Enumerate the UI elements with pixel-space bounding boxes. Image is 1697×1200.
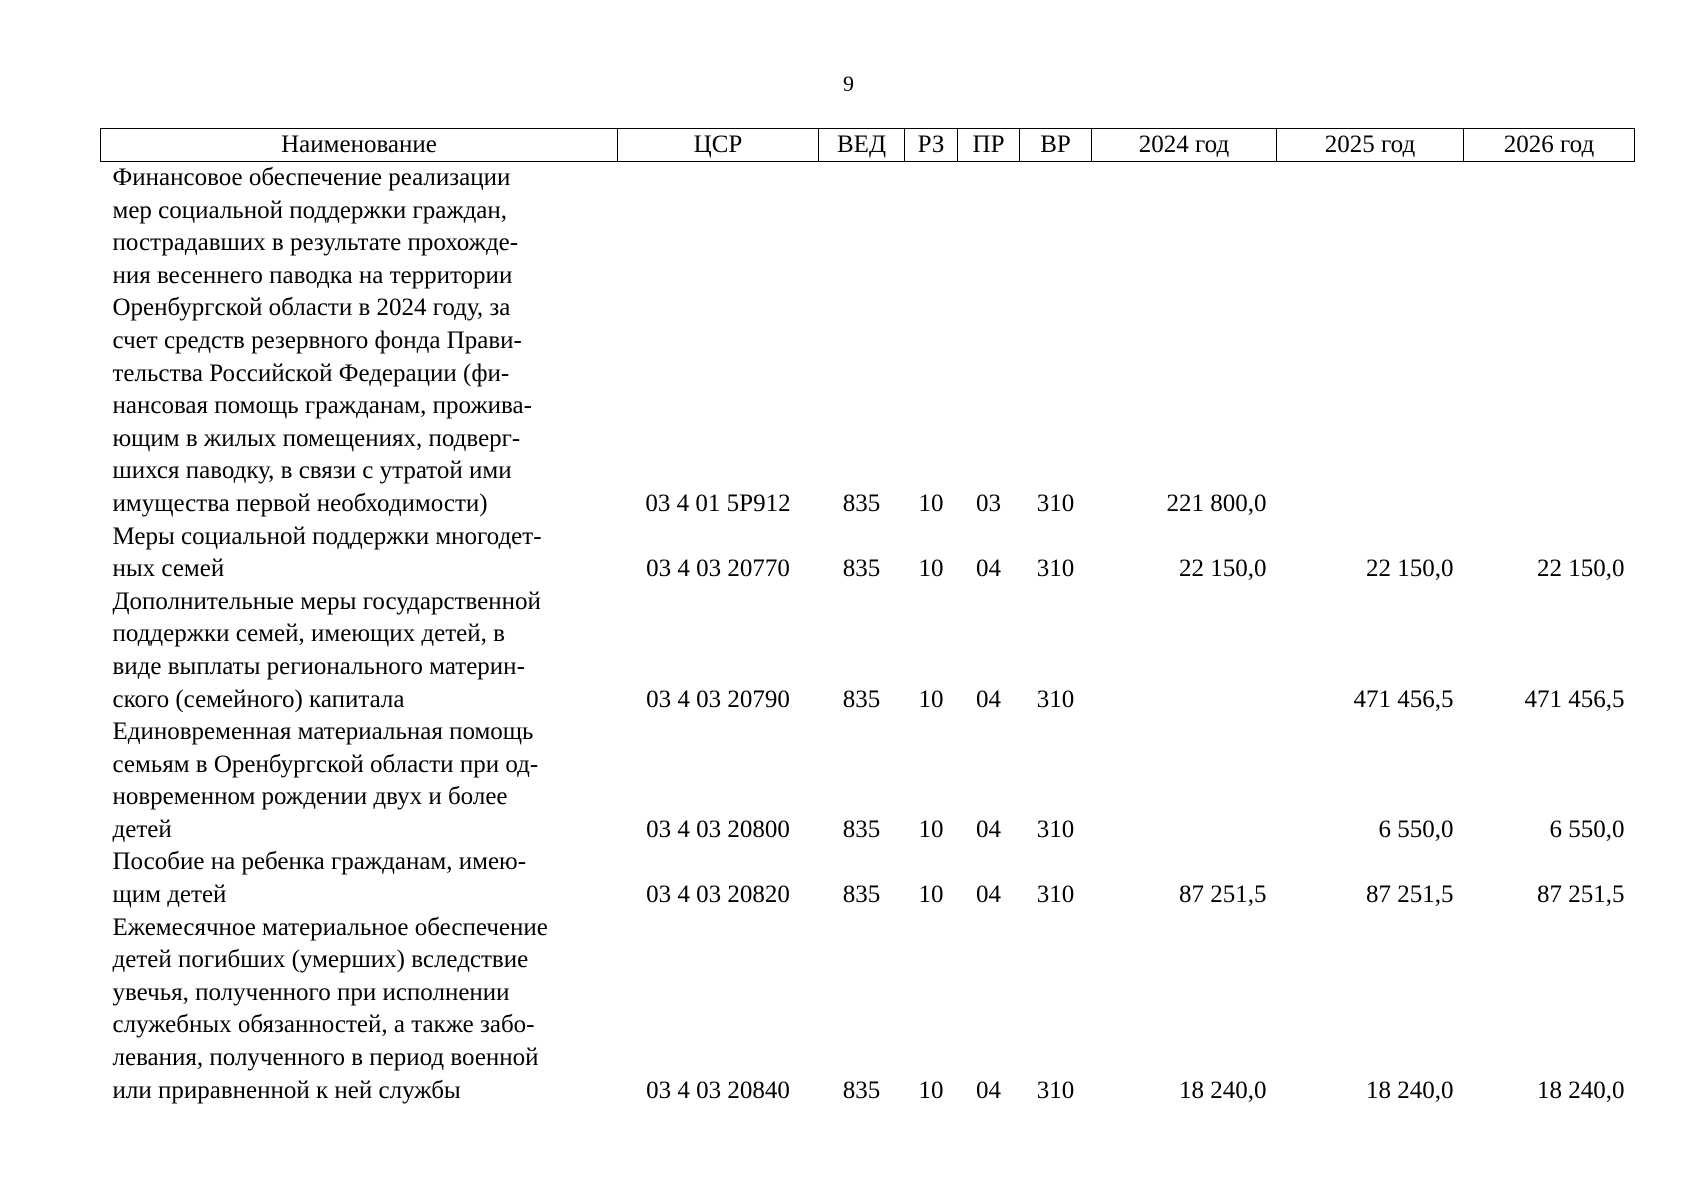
row-2025: 471 456,5 bbox=[1353, 685, 1454, 713]
row-ved: 835 bbox=[842, 881, 881, 909]
row-pr: 04 bbox=[976, 881, 1001, 909]
row-vr: 310 bbox=[1036, 1076, 1075, 1104]
row-pr: 04 bbox=[976, 685, 1001, 713]
header-2026: 2026 год bbox=[1464, 129, 1635, 162]
row-2025 bbox=[1277, 162, 1464, 521]
row-vr: 310 bbox=[1036, 685, 1075, 713]
row-rz: 10 bbox=[918, 489, 944, 517]
row-name: Финансовое обеспечение реализации мер социальной поддержки граждан, пострадавших в результате прохожде- ния весеннего паводка на территории Оренбургской области в 2024 году, за счет средств резервного фонда Прави- тельства Российской Федерации (фи- нансовая помощь гражданам, прожива- ющим в жилых помещениях, подверг- шихся паводку, в связи с утратой ими имущества первой необходимости) bbox=[112, 164, 532, 517]
row-name: Пособие на ребенка гражданам, имею- щим детей bbox=[112, 848, 527, 909]
row-2024: 18 240,0 bbox=[1179, 1076, 1267, 1104]
header-csr: ЦСР bbox=[618, 129, 819, 162]
row-name: Ежемесячное материальное обеспечение детей погибших (умерших) вследствие увечья, полученного при исполнении служебных обязанностей, а также забо- левания, полученного в период военной или приравненной к ней службы bbox=[112, 913, 548, 1104]
row-2026: 6 550,0 bbox=[1549, 815, 1625, 843]
table-row bbox=[101, 846, 1635, 911]
row-2024 bbox=[1092, 716, 1277, 846]
row-2024: 221 800,0 bbox=[1166, 489, 1267, 517]
row-2026: 87 251,5 bbox=[1537, 881, 1625, 909]
row-vr: 310 bbox=[1036, 881, 1075, 909]
row-name: Дополнительные меры государственной поддержки семей, имеющих детей, в виде выплаты регионального материн- ского (семейного) капитала bbox=[112, 587, 541, 713]
row-2025: 6 550,0 bbox=[1378, 815, 1454, 843]
row-2026: 18 240,0 bbox=[1537, 1076, 1625, 1104]
row-pr: 03 bbox=[976, 489, 1001, 517]
row-2026 bbox=[1464, 162, 1635, 521]
row-ved: 835 bbox=[842, 555, 881, 583]
table-header-row bbox=[101, 129, 1635, 162]
row-csr: 03 4 03 20840 bbox=[646, 1076, 790, 1104]
row-2024 bbox=[1092, 586, 1277, 716]
row-vr: 310 bbox=[1036, 815, 1075, 843]
row-name: Единовременная материальная помощь семьям в Оренбургской области при од- новременном рождении двух и более детей bbox=[112, 718, 539, 843]
row-csr: 03 4 03 20800 bbox=[646, 815, 790, 843]
row-vr: 310 bbox=[1036, 555, 1075, 583]
header-pr: ПР bbox=[958, 129, 1020, 162]
header-rz: РЗ bbox=[905, 129, 958, 162]
table-row bbox=[101, 162, 1635, 521]
row-pr: 04 bbox=[976, 1076, 1001, 1104]
row-csr: 03 4 03 20770 bbox=[646, 555, 790, 583]
table-row bbox=[101, 912, 1635, 1108]
table-row bbox=[101, 521, 1635, 586]
row-rz: 10 bbox=[918, 1076, 944, 1104]
row-name: Меры социальной поддержки многодет- ных семей bbox=[112, 522, 542, 583]
page-number: 9 bbox=[843, 71, 854, 96]
row-2024: 22 150,0 bbox=[1179, 555, 1267, 583]
row-csr: 03 4 01 5Р912 bbox=[645, 489, 791, 517]
header-vr: ВР bbox=[1020, 129, 1092, 162]
row-csr: 03 4 03 20820 bbox=[646, 881, 790, 909]
row-ved: 835 bbox=[842, 489, 881, 517]
row-2026: 22 150,0 bbox=[1537, 555, 1625, 583]
row-pr: 04 bbox=[976, 815, 1001, 843]
row-ved: 835 bbox=[842, 1076, 881, 1104]
row-2025: 18 240,0 bbox=[1366, 1076, 1454, 1104]
header-2025: 2025 год bbox=[1277, 129, 1464, 162]
row-2025: 22 150,0 bbox=[1366, 555, 1454, 583]
table-row bbox=[101, 716, 1635, 846]
table-row bbox=[101, 586, 1635, 716]
row-2024: 87 251,5 bbox=[1179, 881, 1267, 909]
header-name: Наименование bbox=[101, 129, 618, 162]
header-ved: ВЕД bbox=[819, 129, 905, 162]
row-rz: 10 bbox=[918, 815, 944, 843]
row-csr: 03 4 03 20790 bbox=[646, 685, 790, 713]
row-ved: 835 bbox=[842, 685, 881, 713]
row-rz: 10 bbox=[918, 685, 944, 713]
row-ved: 835 bbox=[842, 815, 881, 843]
row-rz: 10 bbox=[918, 881, 944, 909]
header-2024: 2024 год bbox=[1092, 129, 1277, 162]
row-2025: 87 251,5 bbox=[1366, 881, 1454, 909]
row-vr: 310 bbox=[1036, 489, 1075, 517]
row-2026: 471 456,5 bbox=[1524, 685, 1625, 713]
budget-table bbox=[100, 128, 1635, 1107]
row-rz: 10 bbox=[918, 555, 944, 583]
row-pr: 04 bbox=[976, 555, 1001, 583]
